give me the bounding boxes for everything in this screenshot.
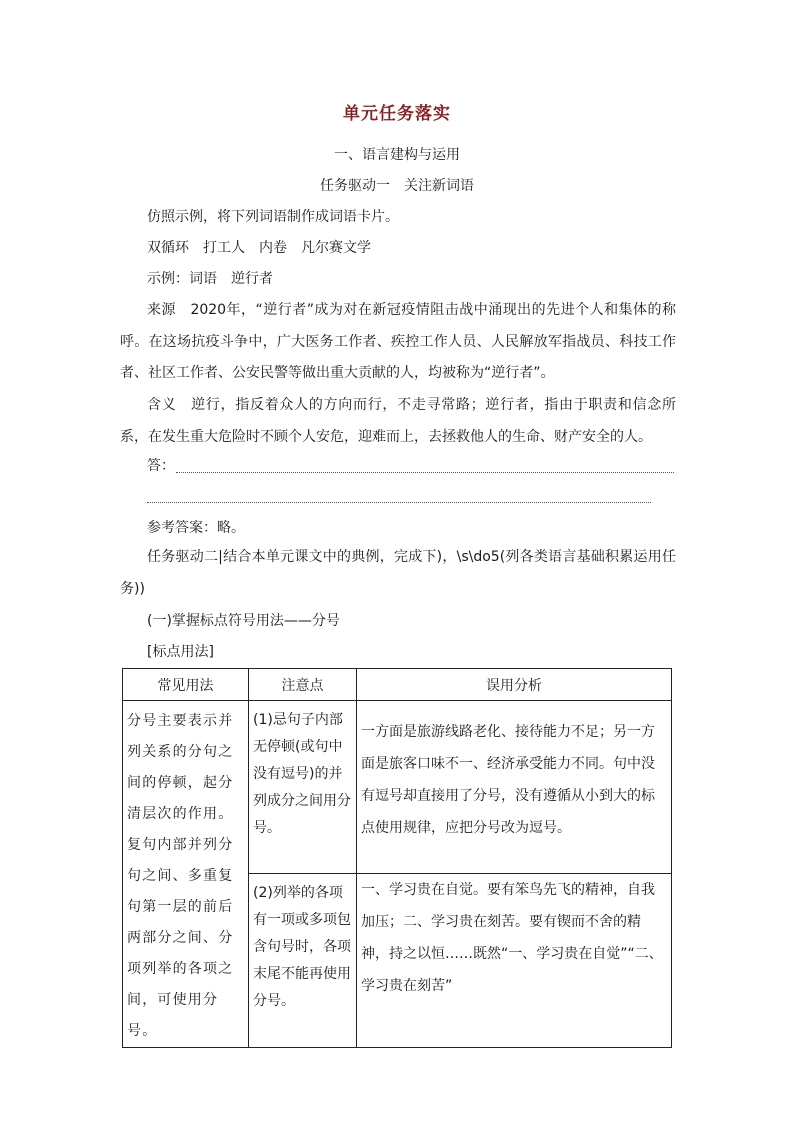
note-cell: (2)列举的各项有一项或多项包含句号时，各项末尾不能再使用分号。 <box>249 873 357 1047</box>
subsection-heading: (一)掌握标点符号用法——分号 <box>147 613 340 629</box>
meaning-paragraph: 含义 逆行，指反着众人的方向而行，不走寻常路；逆行者，指由于职责和信念所系，在发生重大危险时不顾个人安危，迎难而上，去拯救他人的生命、财产安全的人。 <box>120 397 676 445</box>
page-title: 单元任务落实 <box>343 104 451 124</box>
example-label: 示例：词语 逆行者 <box>147 271 273 287</box>
analysis-cell: 一方面是旅游线路老化、接待能力不足；另一方面是旅客口味不一、经济承受能力不同。句中没有逗号却直接用了分号，没有遵循从小到大的标点使用规律，应把分号改为逗号。 <box>357 701 672 874</box>
header-common-usage: 常见用法 <box>123 669 249 701</box>
bracket-label: [标点用法] <box>147 644 214 660</box>
answer-label: 答： <box>147 458 175 474</box>
task2-paragraph: 任务驱动二|结合本单元课文中的典例，完成下)，\s\do5(列各类语言基础积累运用任务)) <box>120 549 676 597</box>
note-cell: (1)忌句子内部无停顿(或句中没有逗号)的并列成分之间用分号。 <box>249 701 357 874</box>
common-usage-cell: 分号主要表示并列关系的分句之间的停顿，起分清层次的作用。复句内部并列分句之间、多重复句第一层的前后两部分之间、分项列举的各项之间，可使用分号。 <box>123 701 249 1048</box>
analysis-cell: 一、学习贵在自觉。要有笨鸟先飞的精神，自我加压；二、学习贵在刻苦。要有锲而不舍的精神，持之以恒……既然“一、学习贵在自觉”“二、学习贵在刻苦” <box>357 873 672 1047</box>
table-header-row <box>123 669 672 701</box>
answer-line-1 <box>176 472 674 473</box>
answer-line-2 <box>147 502 651 503</box>
task1-heading: 任务驱动一 关注新词语 <box>320 178 474 194</box>
header-misuse-analysis: 误用分析 <box>357 669 672 701</box>
instruction-text: 仿照示例，将下列词语制作成词语卡片。 <box>147 209 399 225</box>
table-row <box>123 701 672 874</box>
source-paragraph: 来源 2020年，“逆行者”成为对在新冠疫情阻击战中涌现出的先进个人和集体的称呼。在这场抗疫斗争中，广大医务工作者、疾控工作人员、人民解放军指战员、科技工作者、社区工作者、公安民警等做出重大贡献的人，均被称为“逆行者”。 <box>120 302 676 381</box>
header-note: 注意点 <box>249 669 357 701</box>
section-heading: 一、语言建构与运用 <box>334 147 460 163</box>
punctuation-usage-table <box>122 668 672 1048</box>
words-list: 双循环 打工人 内卷 凡尔赛文学 <box>147 240 371 256</box>
reference-answer: 参考答案：略。 <box>147 520 245 536</box>
